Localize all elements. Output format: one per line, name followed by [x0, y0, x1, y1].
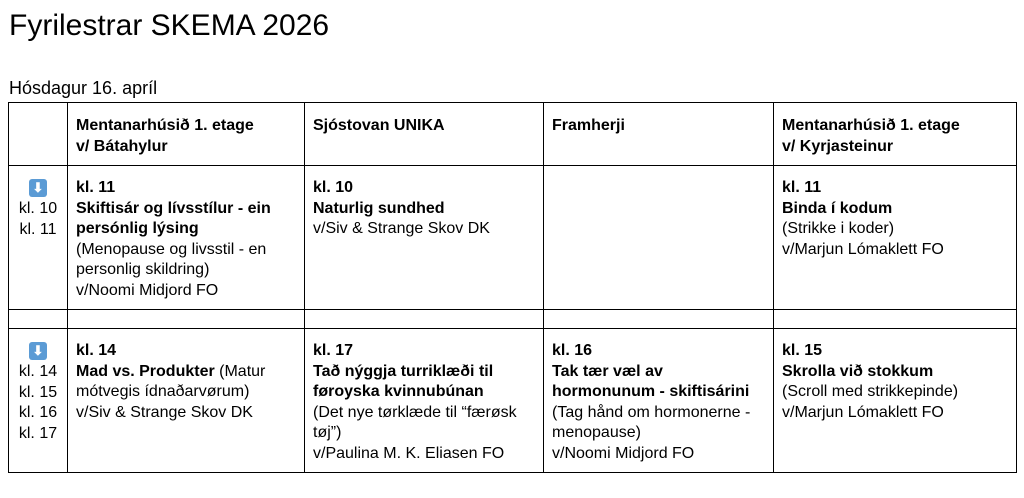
- session-time: kl. 10: [313, 179, 354, 196]
- session-cell: [68, 166, 305, 310]
- session-cell: [68, 329, 305, 473]
- session-description: (Menopause og livsstil - en personlig skildring): [76, 240, 267, 278]
- spacer-cell: [544, 310, 774, 329]
- time-column-cell: [9, 329, 68, 473]
- time-label: kl. 16: [18, 404, 58, 421]
- session-row-afternoon: [9, 329, 1017, 473]
- session-time: kl. 11: [76, 179, 116, 196]
- header-empty-cell: [9, 103, 68, 166]
- session-description: (Matur mótvegis ídnaðarvørum): [76, 362, 266, 400]
- session-title: Tað nýggja turriklæði til føroyska kvinnubúnan: [313, 362, 494, 400]
- session-time: kl. 14: [76, 342, 117, 359]
- session-title: Skrolla við stokkum: [782, 362, 934, 380]
- time-label: kl. 17: [18, 424, 58, 442]
- time-column-cell: [9, 166, 68, 310]
- spacer-cell: [774, 310, 1017, 329]
- venue-room: v/ Kyrjasteinur: [782, 137, 894, 155]
- spacer-cell: [68, 310, 305, 329]
- header-venue-2: [305, 103, 544, 166]
- time-label: kl. 11: [19, 220, 57, 238]
- time-label: kl. 15: [18, 383, 58, 401]
- session-title: Tak tær væl av hormonunum - skiftisárini: [552, 362, 750, 400]
- session-description: (Tag hånd om hormonerne - menopause): [552, 403, 751, 441]
- session-description: (Scroll med strikkepinde): [782, 383, 959, 400]
- session-speaker: v/Siv & Strange Skov DK: [76, 403, 253, 421]
- session-description: (Strikke i koder): [782, 220, 895, 237]
- session-cell: [544, 329, 774, 473]
- session-title: Naturlig sundhed: [313, 199, 445, 217]
- spacer-cell: [9, 310, 68, 329]
- session-time: kl. 15: [782, 342, 823, 359]
- session-time: kl. 16: [552, 342, 593, 359]
- session-cell: [305, 329, 544, 473]
- session-speaker: v/Noomi Midjord FO: [552, 444, 695, 462]
- spacer-cell: [305, 310, 544, 329]
- session-row-morning: [9, 166, 1017, 310]
- down-arrow-icon: ⬇: [29, 179, 47, 197]
- session-cell: [305, 166, 544, 310]
- venue-name: Mentanarhúsið 1. etage: [782, 117, 960, 134]
- header-row: [9, 103, 1017, 166]
- venue-name: Mentanarhúsið 1. etage: [76, 117, 254, 134]
- spacer-row: [9, 310, 1017, 329]
- header-venue-1: [68, 103, 305, 166]
- down-arrow-icon: ⬇: [29, 342, 47, 360]
- session-speaker: v/Paulina M. K. Eliasen FO: [313, 444, 505, 462]
- session-description: (Det nye tørklæde til “færøsk tøj”): [313, 403, 517, 441]
- session-speaker: v/Marjun Lómaklett FO: [782, 403, 944, 421]
- schedule-table: [8, 102, 1017, 473]
- session-title: Skiftisár og lívsstílur - ein persónlig lýsing: [76, 199, 271, 237]
- session-cell: [774, 329, 1017, 473]
- time-label: kl. 14: [18, 363, 58, 380]
- session-time: kl. 11: [782, 179, 822, 196]
- session-speaker: v/Siv & Strange Skov DK: [313, 220, 490, 237]
- venue-name: Framherji: [552, 117, 625, 134]
- date-heading: Hósdagur 16. apríl: [9, 78, 158, 98]
- header-venue-3: [544, 103, 774, 166]
- session-time: kl. 17: [313, 342, 354, 359]
- session-cell: [774, 166, 1017, 310]
- header-venue-4: [774, 103, 1017, 166]
- venue-room: v/ Bátahylur: [76, 137, 168, 155]
- venue-name: Sjóstovan UNIKA: [313, 117, 445, 134]
- session-cell-empty: [544, 166, 774, 310]
- session-speaker: v/Noomi Midjord FO: [76, 281, 219, 299]
- session-title-line: [76, 362, 297, 403]
- page-title: Fyrilestrar SKEMA 2026: [9, 9, 330, 42]
- session-speaker: v/Marjun Lómaklett FO: [782, 240, 944, 258]
- session-title: Mad vs. Produkter: [76, 362, 215, 380]
- time-label: kl. 10: [18, 200, 58, 217]
- session-title: Binda í kodum: [782, 199, 893, 217]
